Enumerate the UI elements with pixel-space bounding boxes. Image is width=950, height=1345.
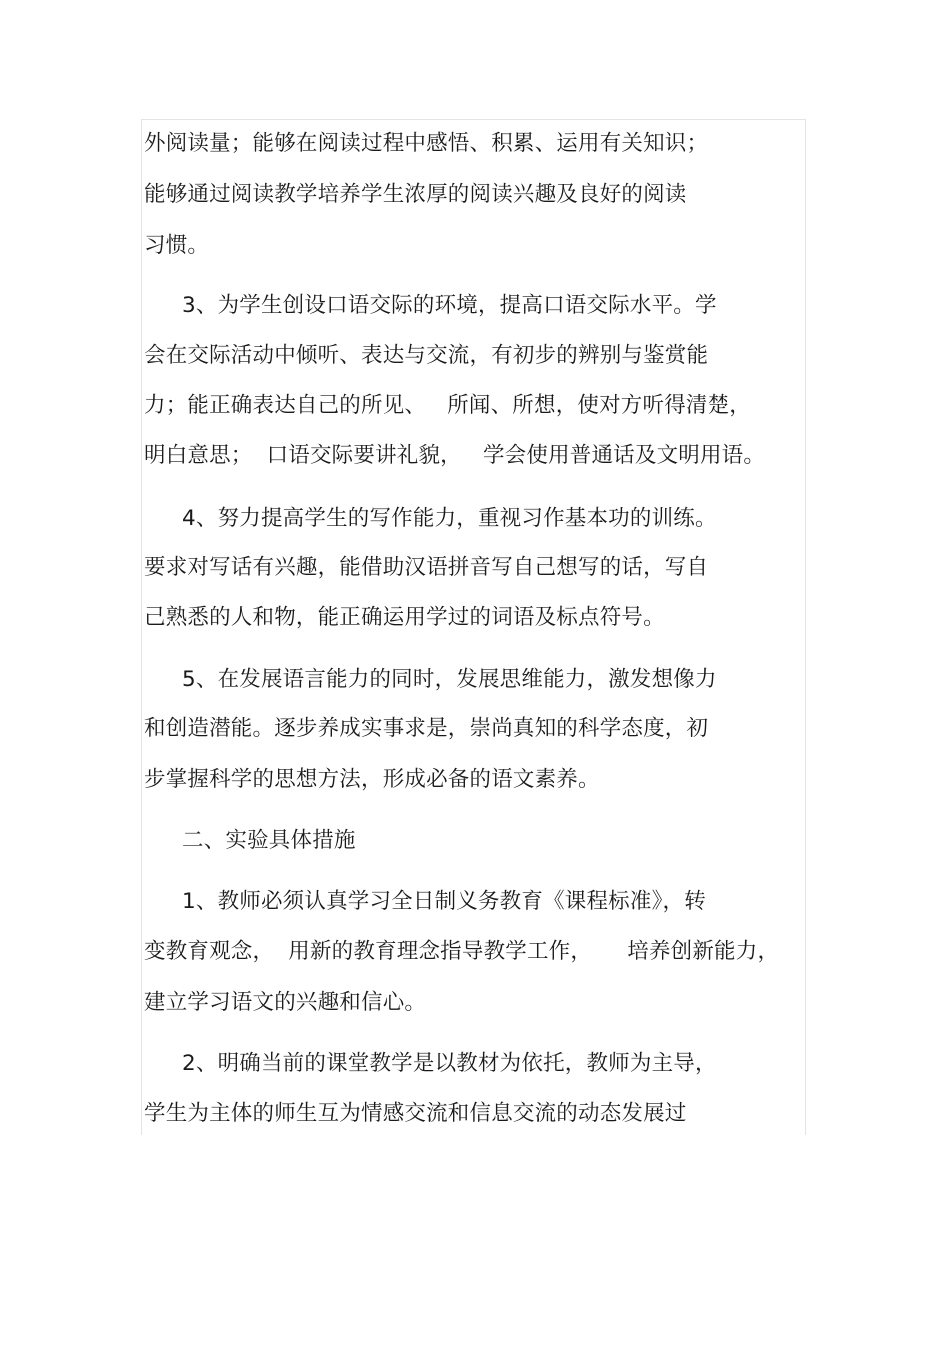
- paragraph-3-line-4: 明白意思； 口语交际要讲礼貌， 学会使用普通话及文明用语。: [144, 443, 766, 468]
- section-heading: 二、实验具体措施: [182, 828, 356, 853]
- measure-2-line-2: 学生为主体的师生互为情感交流和信息交流的动态发展过: [144, 1101, 687, 1126]
- paragraph-3-line-2: 会在交际活动中倾听、表达与交流，有初步的辨别与鉴赏能: [144, 343, 709, 368]
- paragraph-5-line-3: 步掌握科学的思想方法，形成必备的语文素养。: [144, 767, 600, 792]
- paragraph-5-line-1: 5、在发展语言能力的同时，发展思维能力，激发想像力: [182, 667, 717, 692]
- measure-2-line-1: 2、明确当前的课堂教学是以教材为依托，教师为主导，: [182, 1051, 717, 1076]
- text-line-2: 能够通过阅读教学培养学生浓厚的阅读兴趣及良好的阅读: [144, 182, 687, 207]
- measure-1-line-1: 1、教师必须认真学习全日制义务教育《课程标准》，转: [182, 889, 706, 914]
- text-line-1: 外阅读量；能够在阅读过程中感悟、积累、运用有关知识；: [144, 131, 709, 156]
- measure-1-line-2: 变教育观念， 用新的教育理念指导教学工作， 培养创新能力，: [144, 939, 780, 964]
- text-line-3: 习惯。: [144, 233, 210, 258]
- measure-1-line-3: 建立学习语文的兴趣和信心。: [144, 990, 427, 1015]
- paragraph-4-line-3: 己熟悉的人和物，能正确运用学过的词语及标点符号。: [144, 605, 665, 630]
- paragraph-4-line-2: 要求对写话有兴趣，能借助汉语拼音写自己想写的话，写自: [144, 555, 709, 580]
- paragraph-3-line-3: 力；能正确表达自己的所见、 所闻、所想，使对方听得清楚，: [144, 393, 752, 418]
- paragraph-5-line-2: 和创造潜能。逐步养成实事求是，崇尚真知的科学态度，初: [144, 716, 709, 741]
- paragraph-4-line-1: 4、努力提高学生的写作能力，重视习作基本功的训练。: [182, 506, 717, 531]
- paragraph-3-line-1: 3、为学生创设口语交际的环境，提高口语交际水平。学: [182, 293, 717, 318]
